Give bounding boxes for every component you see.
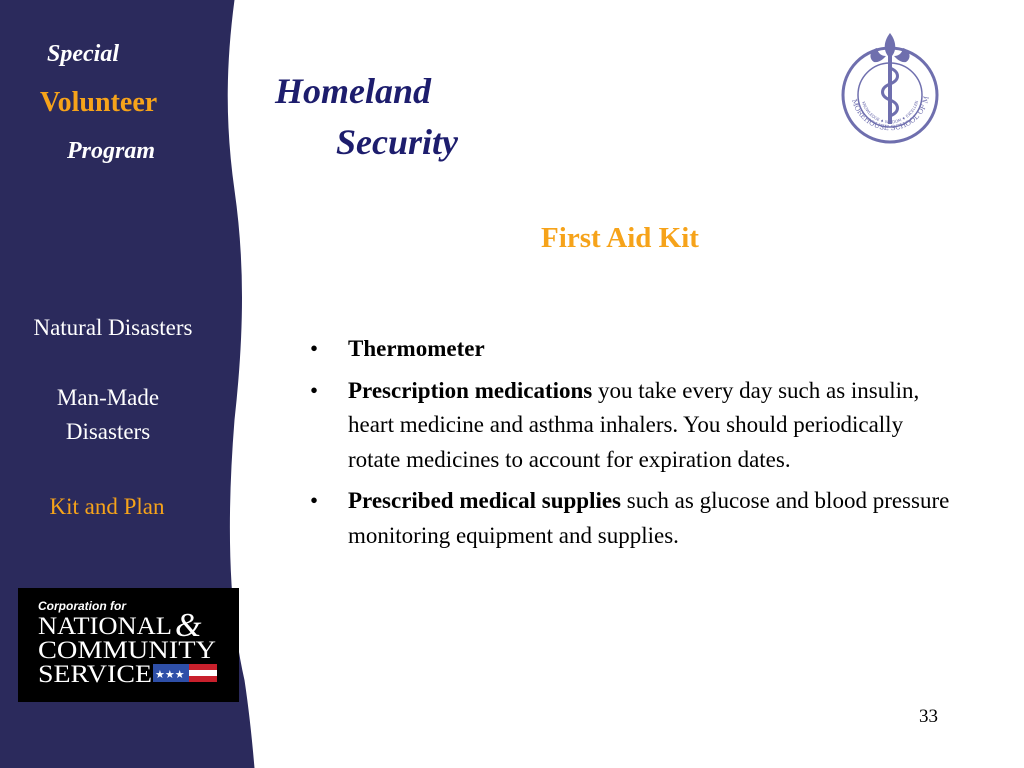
- cncs-flag-stripe-white: [189, 670, 217, 676]
- cncs-logo-ampersand: &: [175, 607, 202, 644]
- bullet-bold: Prescription medications: [348, 377, 593, 403]
- seal-outer-text: MOREHOUSE SCHOOL OF M: [849, 95, 931, 133]
- cncs-logo-service: SERVICE: [38, 661, 152, 688]
- bullet-bold: Prescribed medical supplies: [348, 488, 622, 513]
- nav-item-label-line1: Man-Made: [56, 385, 160, 410]
- cncs-flag-stars: ★★★: [155, 668, 185, 681]
- program-title-special: Special: [47, 41, 119, 67]
- header-security: Security: [336, 122, 458, 162]
- cncs-logo-corporation-for: Corporation for: [38, 599, 126, 613]
- nav-item-kit-and-plan[interactable]: [0, 490, 214, 524]
- bullet-icon: •: [310, 377, 319, 403]
- cncs-flag-stripe-red-top: [189, 664, 217, 670]
- list-item: [310, 374, 950, 478]
- seal-inner-text: KNOWLEDGE ♦ WISDOM ♦ EXCELLEN: [861, 100, 920, 125]
- cncs-logo: [18, 588, 239, 702]
- nav-item-label-line2: Disasters: [65, 419, 151, 444]
- page-number: 33: [919, 706, 938, 727]
- bullet-icon: •: [310, 488, 319, 513]
- morehouse-school-of-medicine-seal: [830, 30, 950, 150]
- nav-item-label: Kit and Plan: [49, 494, 165, 519]
- list-item: [310, 484, 950, 553]
- bullet-text: you take every day such as insulin, heart medicine and asthma inhalers. You should periodically rotate medicines to account for expiration dates.: [348, 377, 920, 472]
- cncs-flag-stripe-red-bottom: [189, 676, 217, 682]
- bullet-bold: Thermometer: [348, 336, 485, 361]
- nav-item-man-made-disasters[interactable]: [0, 381, 216, 449]
- nav-item-natural-disasters[interactable]: [0, 311, 226, 345]
- nav-item-label: Natural Disasters: [33, 315, 193, 340]
- cncs-logo-national: NATIONAL: [38, 613, 172, 640]
- bullet-list: [310, 332, 950, 560]
- list-item: [310, 332, 950, 367]
- bullet-text: such as glucose and blood pressure monitoring equipment and supplies.: [348, 488, 950, 548]
- header-homeland: Homeland: [275, 71, 432, 111]
- program-title-volunteer: Volunteer: [40, 87, 158, 118]
- program-title-program: Program: [67, 138, 156, 164]
- cncs-logo-community: COMMUNITY: [38, 637, 217, 664]
- slide-title: First Aid Kit: [541, 222, 699, 254]
- bullet-icon: •: [310, 336, 319, 361]
